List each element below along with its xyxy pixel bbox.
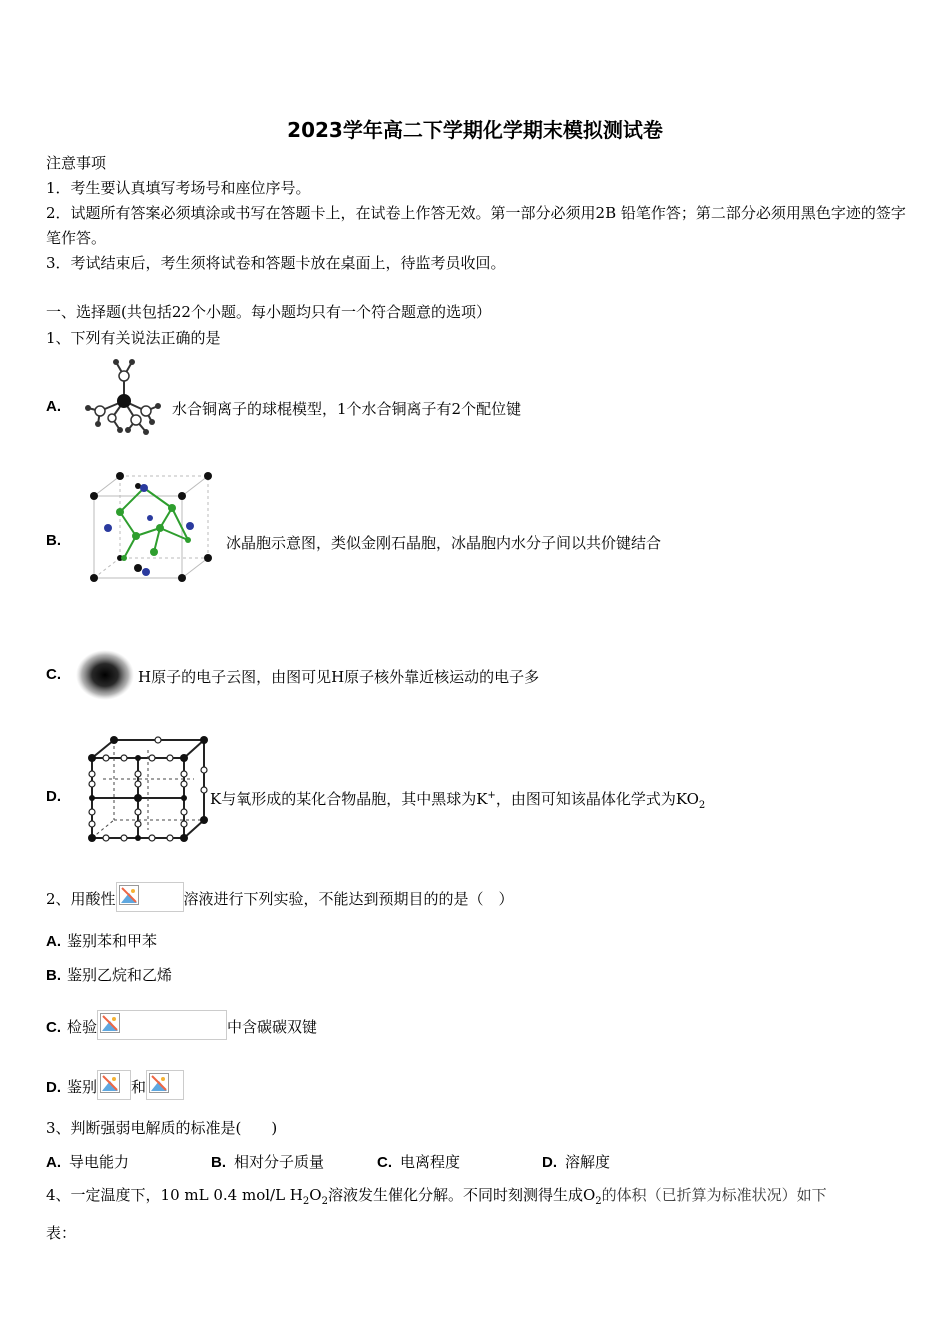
option-letter: B. xyxy=(46,532,61,549)
notice-item: 2．试题所有答案必须填涂或书写在答题卡上，在试卷上作答无效。第一部分必须用2B 铅笔作答；第二部分必须用黑色字迹的签字笔作答。 xyxy=(46,204,906,247)
option-letter: A. xyxy=(46,398,61,415)
ko2-crystal-cell-diagram xyxy=(86,734,208,842)
broken-image-icon xyxy=(97,1070,131,1100)
option-letter: C. xyxy=(46,666,61,683)
option: D. 溶解度 xyxy=(542,1153,611,1171)
option-text: 冰晶胞示意图，类似金刚石晶胞，冰晶胞内水分子间以共价键结合 xyxy=(226,534,662,552)
option-letter: D. xyxy=(46,788,61,805)
question-2-stem: 2、用酸性 溶液进行下列实验，不能达到预期目的的是（ ） xyxy=(46,882,514,912)
notice-item: 1．考生要认真填写考场号和座位序号。 xyxy=(46,179,311,197)
notice-item: 3．考试结束后，考生须将试卷和答题卡放在桌面上，待监考员收回。 xyxy=(46,254,506,272)
option-text: H原子的电子云图，由图可见H原子核外靠近核运动的电子多 xyxy=(138,668,540,686)
option: B. 鉴别乙烷和乙烯 xyxy=(46,966,173,984)
question-4-stem: 4、一定温度下，10 mL 0.4 mol/L $H_2O_2$溶液发生催化分解。不同时刻测得生成$O_2$的体积（已折算为标准状况）如下 xyxy=(46,1186,827,1207)
question-3-stem: 3、判断强弱电解质的标准是( ) xyxy=(46,1119,278,1137)
option: D. 鉴别 和 xyxy=(46,1070,184,1100)
broken-image-icon xyxy=(97,1010,227,1040)
question-1-stem: 1、下列有关说法正确的是 xyxy=(46,329,221,347)
broken-image-icon xyxy=(116,882,184,912)
notice-heading: 注意事项 xyxy=(46,154,107,172)
option: B. 相对分子质量 xyxy=(211,1153,325,1171)
option-text: K与氧形成的某化合物晶胞，其中黑球为K+，由图可知该晶体化学式为$KO_2$ xyxy=(210,790,706,811)
ice-crystal-cell-diagram xyxy=(84,468,218,586)
section-heading: 一、选择题(共包括22个小题。每小题均只有一个符合题意的选项） xyxy=(46,303,491,321)
option: A. 鉴别苯和甲苯 xyxy=(46,932,158,950)
option: A. 导电能力 xyxy=(46,1153,130,1171)
broken-image-icon xyxy=(146,1070,184,1100)
hydrated-copper-ion-model xyxy=(74,356,170,440)
electron-cloud-diagram xyxy=(74,648,136,702)
option: C. 检验 中含碳碳双键 xyxy=(46,1010,317,1040)
option-text: 水合铜离子的球棍模型，1个水合铜离子有2个配位键 xyxy=(172,400,522,418)
option: C. 电离程度 xyxy=(377,1153,461,1171)
page-title: 2023学年高二下学期化学期末模拟测试卷 xyxy=(287,118,663,142)
question-4-stem-cont: 表： xyxy=(46,1224,77,1242)
